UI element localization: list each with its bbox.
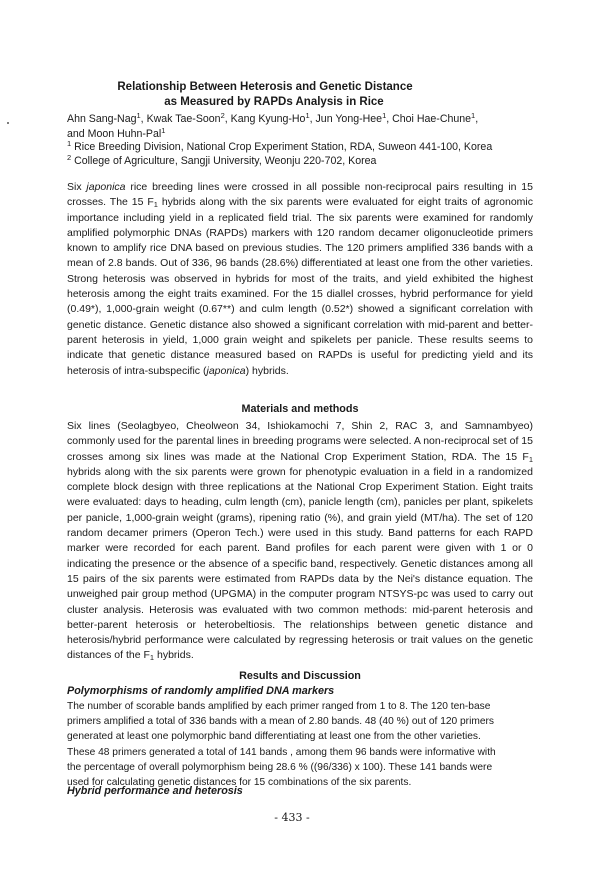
affiliation-2 [67,154,376,169]
methods-subscript: 1 [528,454,533,464]
author-name: Moon Huhn-Pal [87,128,162,140]
title-line-1: Relationship Between Heterosis and Genetic Distance [117,81,413,93]
subheading-polymorphisms: Polymorphisms of randomly amplified DNA markers [67,685,335,697]
author-affil-mark: 1 [161,126,166,135]
affiliation-1 [67,140,492,155]
affiliation-number: 1 [67,139,72,148]
author-name: Kwak Tae-Soon [146,113,221,125]
author-affil-mark: 1 [136,111,141,120]
author-name: Kang Kyung-Ho [230,113,306,125]
abstract-italic: japonica [206,364,246,377]
affiliation-number: 2 [67,153,72,162]
methods-subscript: 1 [149,653,155,663]
results-paragraph: The number of scorable bands amplified by each primer ranged from 1 to 8. The 120 ten-base primers amplified a total of 336 bands with a mean of 2.80 bands. 48 (40 %) out of 120 primers generated at least one polymorphic band differentiating at least one from the other varieties. These 48 primers generated a total of 141 bands , among them 96 bands were informative with the percentage of overall polymorphism being 28.6 % ((96/336) x 100). These 141 bands were used for calculating genetic distances for 15 combinations of the six parents. [67,701,496,789]
subheading-hybrid-performance: Hybrid performance and heterosis [67,785,243,797]
affiliation-text: College of Agriculture, Sangji University, Weonju 220-702, Korea [74,155,377,167]
methods-text: hybrids. [154,649,194,662]
abstract-paragraph [67,180,533,379]
author-list: Ahn Sang-Nag$^1$, Kwak Tae-Soon$^2$, Kang Kyung-Ho$^1$, Jun Yong-Hee$^1$, Choi Hae-Chune$^1$, and Moon Huhn-Pal$^1$ [67,111,479,140]
author-affil-mark: 1 [305,111,310,120]
methods-text: Six lines (Seolagbyeo, Cheolweon 34, Ishiokamochi 7, Shin 2, RAC 3, and Samnambyeo) commonly used for the parental lines in breeding programs were selected. A non-reciprocal set of 15 crosses among six lines was made at the National Crop Experiment Station, RDA. The 15 F [67,420,533,463]
methods-paragraph [67,419,533,664]
section-heading-results: Results and Discussion [239,670,361,682]
abstract-subscript: 1 [153,200,158,210]
scan-speck [7,122,9,124]
author-name: Choi Hae-Chune [392,113,472,125]
page-number: - 433 - [274,811,310,824]
title-line-2: as Measured by RAPDs Analysis in Rice [164,96,384,108]
abstract-text: rice breeding lines were crossed in all possible non-reciprocal pairs resulting in 15 crosses. The 15 F [67,181,533,209]
author-affil-mark: 1 [382,111,387,120]
author-affil-mark: 1 [471,111,476,120]
author-affil-mark: 2 [220,111,225,120]
author-name: Jun Yong-Hee [315,113,383,125]
paper-title [0,80,600,110]
abstract-text: ) hybrids. [245,364,289,377]
section-heading-methods: Materials and methods [241,403,359,415]
abstract-text: Six [67,181,87,193]
abstract-italic: japonica [86,181,126,193]
abstract-text: hybrids along with the six parents were evaluated for eight traits of agronomic importance including yield in a replicated field trial. The six parents were examined for randomly amplified polymorphic DNAs (RAPDs) markers with 120 random decamer oligonucleotide primers known to amplify rice DNA based on previous studies. The 120 primers amplified 336 bands with a mean of 2.8 bands. Out of 336, 96 bands (28.6%) differentiated at least one from the other varieties. Strong heterosis was observed in hybrids for most of the traits, and yield exhibited the highest heterosis among the eight traits examined. For the 15 diallel crosses, hybrid performance for yield (0.49*), 1,000-grain weight (0.67**) and culm length (0.52*) showed a significant correlation with genetic distance. Genetic distance also showed a significant correlation with mid-parent and better-parent heterosis in yield, 1,000 grain weight and spikelets per panicle. These results seems to indicate that genetic distance measured based on RAPDs is useful for predicting yield and its heterosis of intra-subspecific ( [67,196,533,377]
author-name: Ahn Sang-Nag [67,113,137,125]
methods-text: hybrids along with the six parents were grown for phenotypic evaluation in a field in a randomized complete block design with three replications at the National Crop Experiment Station. Eight traits were evaluated: days to heading, culm length (cm), panicle length (cm), panicles per plant, spikelets per panicle, 1,000-grain weight (grams), ripening ratio (%), and grain yield (MT/ha). The set of 120 random decamer primers (Operon Tech.) were used in this study. Band patterns for each RAPD marker were recorded for each parent. Band profiles for each parent were given with 1 or 0 indicating the presence or the absence of a specific band, respectively. Genetic distances among all 15 pairs of the six parents were estimated from RAPDs data by the Nei's distance equation. The unweighed pair group method (UPGMA) in the computer program NTSYS-pc was used to carry out cluster analysis. Heterosis was evaluated with two common methods: mid-parent heterosis and better-parent heterosis or heterobeltiosis. The relationships between genetic distance and heterosis/hybrid performance were calculated by regressing heterosis or trait values on the genetic distances of the F [67,465,533,662]
affiliation-text: Rice Breeding Division, National Crop Experiment Station, RDA, Suweon 441-100, Korea [74,141,493,153]
